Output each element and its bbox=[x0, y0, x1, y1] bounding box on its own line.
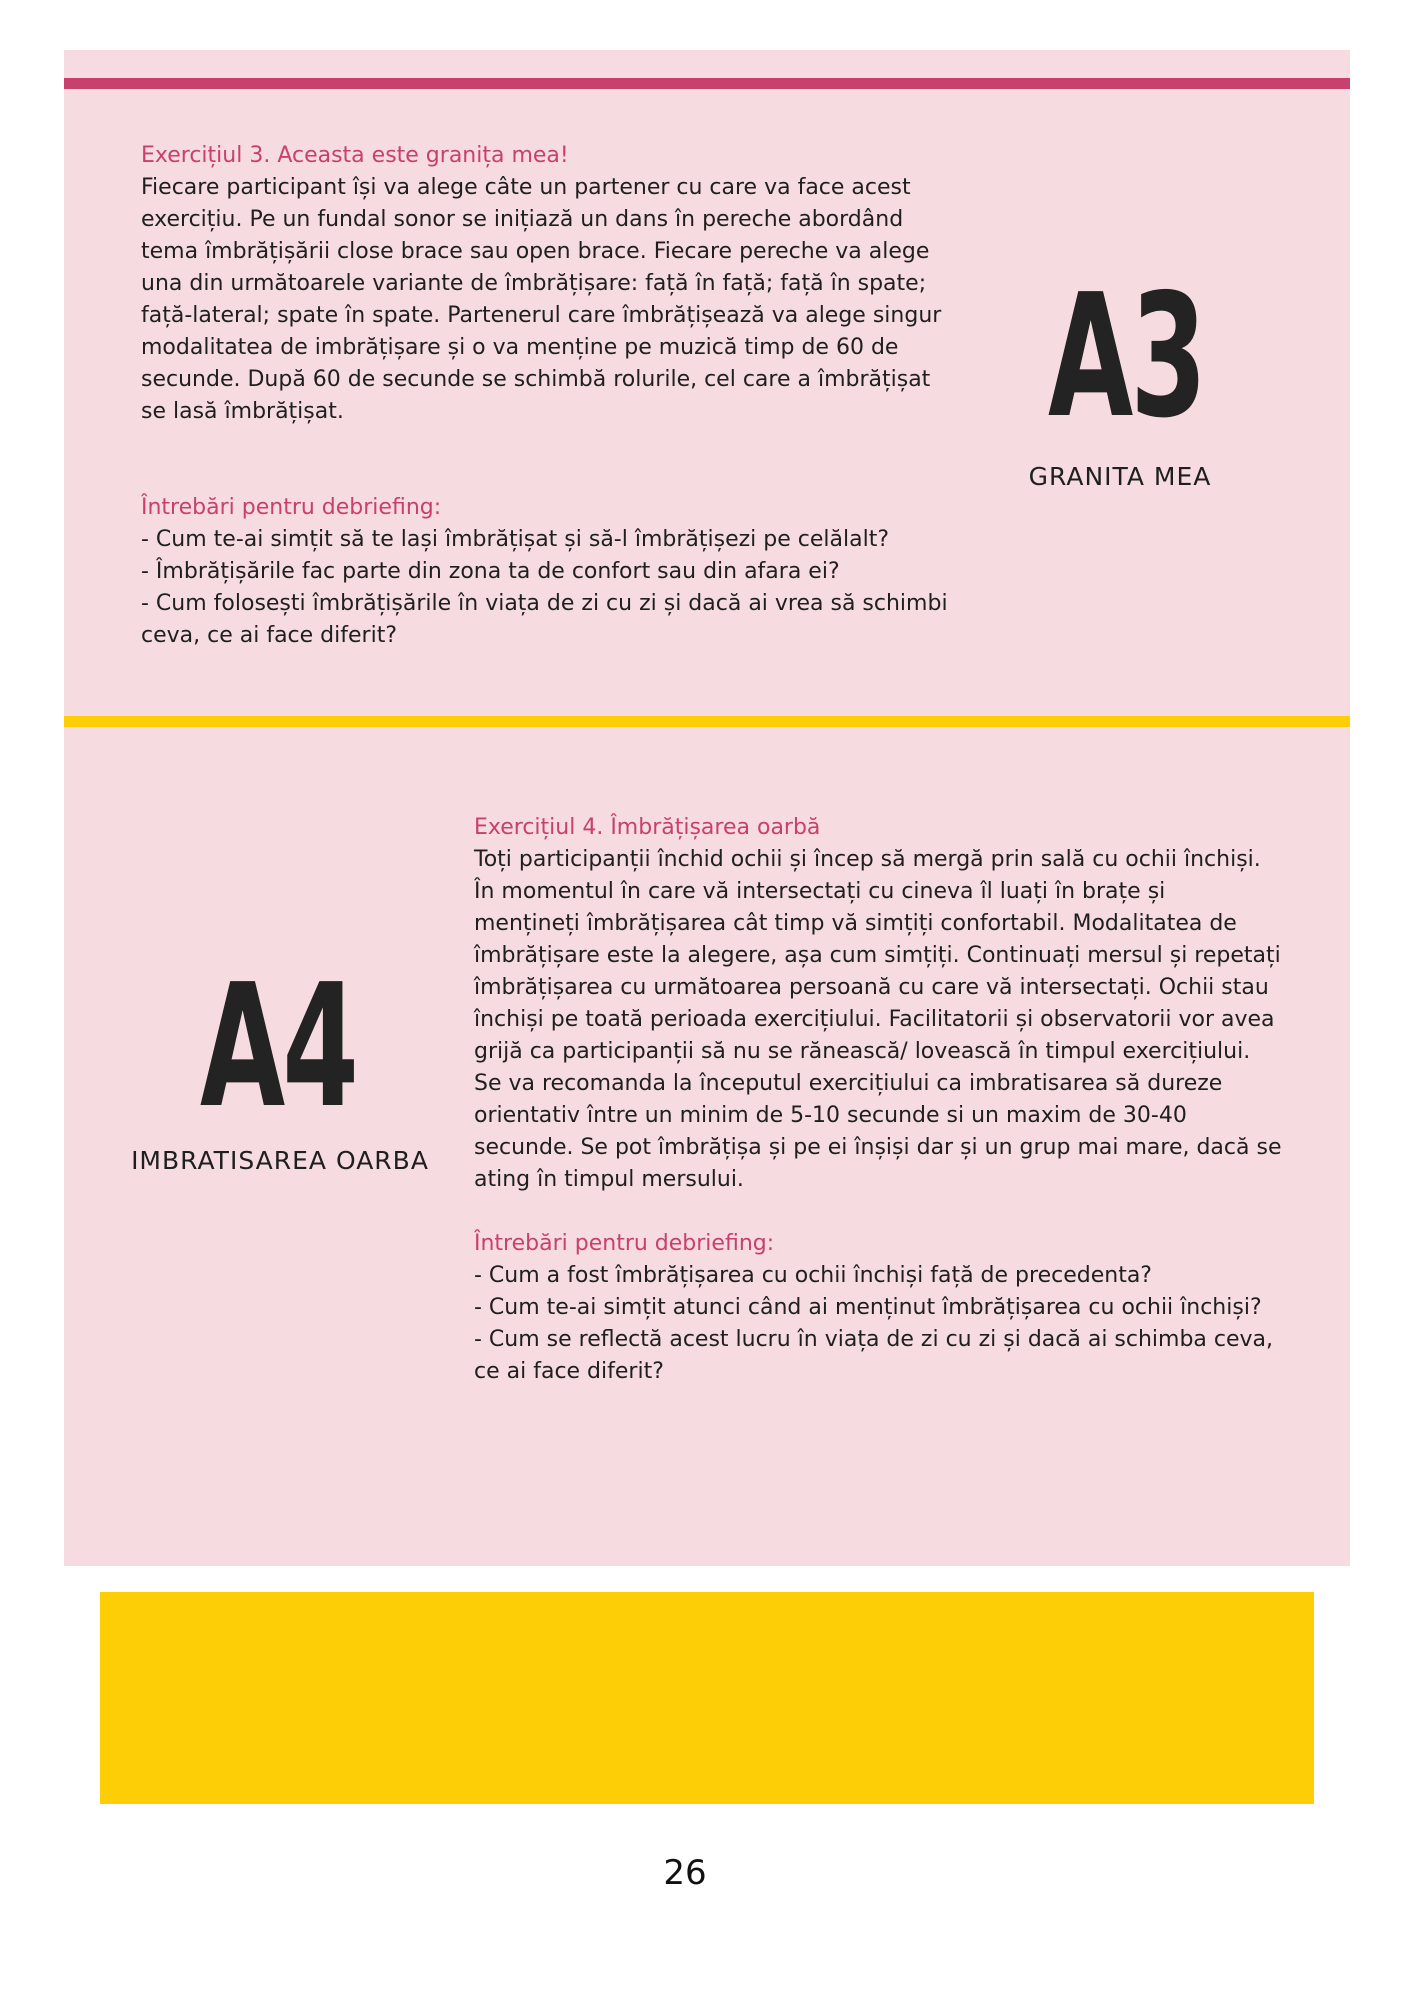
debrief-question: - Cum te-ai simțit atunci când ai menținut îmbrățișarea cu ochii închiși? bbox=[474, 1295, 1262, 1320]
body-line: Se va recomanda la începutul exercițiului ca imbratisarea să dureze bbox=[474, 1071, 1223, 1096]
exercise-3-title: Exercițiul 3. Aceasta este granița mea! bbox=[141, 143, 569, 168]
debrief-question: - Cum se reflectă acest lucru în viața de zi cu zi și dacă ai schimba ceva, bbox=[474, 1327, 1274, 1352]
body-line: mențineți îmbrățișarea cât timp vă simțiți confortabil. Modalitatea de bbox=[474, 911, 1237, 936]
yellow-banner bbox=[100, 1592, 1314, 1804]
debrief-question: - Cum te-ai simțit să te lași îmbrățișat și să-l îmbrățișezi pe celălalt? bbox=[141, 527, 889, 552]
debrief-question: - Cum a fost îmbrățișarea cu ochii închiși față de precedenta? bbox=[474, 1263, 1152, 1288]
body-line: ating în timpul mersului. bbox=[474, 1167, 744, 1192]
debrief-title: Întrebări pentru debriefing: bbox=[141, 495, 442, 520]
pink-divider bbox=[64, 78, 1350, 89]
debrief-question: - Îmbrățișările fac parte din zona ta de confort sau din afara ei? bbox=[141, 559, 840, 584]
body-line: modalitatea de imbrățișare și o va menține pe muzică timp de 60 de bbox=[141, 335, 899, 360]
body-line: tema îmbrățișării close brace sau open brace. Fiecare pereche va alege bbox=[141, 239, 930, 264]
exercise-3-text bbox=[141, 140, 1011, 652]
debrief-question: ceva, ce ai face diferit? bbox=[141, 623, 397, 648]
exercise-code-a4: A4 bbox=[199, 948, 357, 1146]
body-line: În momentul în care vă intersectați cu cineva îl luați în brațe și bbox=[474, 879, 1166, 904]
page-number: 26 bbox=[663, 1853, 707, 1893]
body-line: Toți participanții închid ochii și încep să mergă prin sală cu ochii închiși. bbox=[474, 847, 1261, 872]
exercise-4-text bbox=[474, 812, 1354, 1388]
body-line: exercițiu. Pe un fundal sonor se inițiază un dans în pereche abordând bbox=[141, 207, 904, 232]
body-line: închiși pe toată perioada exercițiului. Facilitatorii și observatorii vor avea bbox=[474, 1007, 1275, 1032]
debrief-question: - Cum folosești îmbrățișările în viața de zi cu zi și dacă ai vrea să schimbi bbox=[141, 591, 948, 616]
body-line: Fiecare participant își va alege câte un partener cu care va face acest bbox=[141, 175, 911, 200]
body-line: se lasă îmbrățișat. bbox=[141, 399, 344, 424]
body-line: îmbrățișarea cu următoarea persoană cu care vă intersectați. Ochii stau bbox=[474, 975, 1269, 1000]
body-line: îmbrățișare este la alegere, așa cum simțiți. Continuați mersul și repetați bbox=[474, 943, 1281, 968]
exercise-4-title: Exercițiul 4. Îmbrățișarea oarbă bbox=[474, 815, 821, 840]
body-line: secunde. Se pot îmbrățișa și pe ei înșiși dar și un grup mai mare, dacă se bbox=[474, 1135, 1282, 1160]
exercise-code-a3: A3 bbox=[1048, 258, 1205, 456]
body-line: una din următoarele variante de îmbrățișare: față în față; față în spate; bbox=[141, 271, 927, 296]
body-line: grijă ca participanții să nu se rănească/ lovească în timpul exercițiului. bbox=[474, 1039, 1251, 1064]
body-line: secunde. După 60 de secunde se schimbă rolurile, cel care a îmbrățișat bbox=[141, 367, 931, 392]
exercise-caption-a4: IMBRATISAREA OARBA bbox=[131, 1146, 429, 1175]
debrief-title: Întrebări pentru debriefing: bbox=[474, 1231, 775, 1256]
debrief-question: ce ai face diferit? bbox=[474, 1359, 664, 1384]
exercise-caption-a3: GRANITA MEA bbox=[1028, 462, 1212, 491]
body-line: față-lateral; spate în spate. Partenerul care îmbrățișează va alege singur bbox=[141, 303, 942, 328]
body-line: orientativ între un minim de 5-10 secunde si un maxim de 30-40 bbox=[474, 1103, 1187, 1128]
yellow-divider bbox=[64, 716, 1350, 727]
